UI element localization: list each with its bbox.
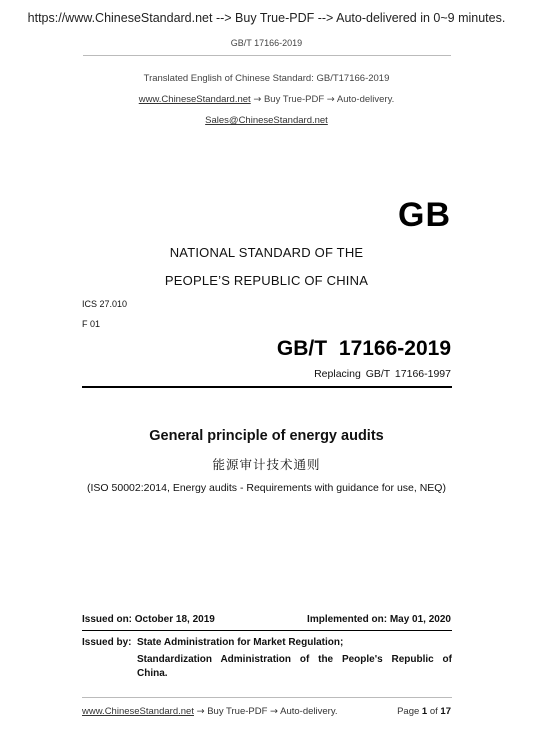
header-divider [83,55,451,56]
header-standard-code: GB/T 17166-2019 [230,38,303,48]
issue-divider [82,630,452,631]
replacing-standard: Replacing GB/T 17166-1997 [314,368,451,380]
issuer-sac-continued: China. [137,668,168,679]
issuer-samr: State Administration for Market Regulation; [137,637,344,648]
title-divider [82,386,452,388]
translation-links [0,94,533,105]
ics-code: ICS 27.010 [82,299,128,309]
arrow-right-icon: → [270,706,279,717]
arrow-right-icon: → [196,706,205,717]
footer-chinesestandard-link[interactable]: www.ChineseStandard.net [82,706,194,717]
footer-divider [82,697,452,698]
standard-number: GB/T 17166-2019 [276,337,451,360]
arrow-right-icon: → [326,94,335,105]
page-indicator [397,706,451,717]
iso-reference: (ISO 50002:2014, Energy audits - Requirements with guidance for use, NEQ) [87,482,446,494]
page-of-label: of [429,706,438,717]
chinesestandard-link[interactable]: www.ChineseStandard.net [138,94,251,105]
top-banner[interactable]: https://www.ChineseStandard.net --> Buy True-PDF --> Auto-delivered in 0~9 minutes. [27,11,506,25]
footer-links [82,706,338,717]
translation-note: Translated English of Chinese Standard: GB/T17166-2019 [143,73,390,84]
issuer-sac: Standardization Administration of the People's Republic of [137,654,452,665]
document-title-english: General principle of energy audits [149,428,384,444]
footer-buy-text: Buy True-PDF [207,706,268,717]
sales-email-row [0,115,533,126]
page-number: 1 [421,706,428,717]
issued-on-date: Issued on: October 18, 2019 [82,614,215,625]
issued-by-label: Issued by: [82,637,132,648]
arrow-right-icon: → [253,94,262,105]
sales-email-link[interactable]: Sales@ChineseStandard.net [205,115,328,126]
page-label: Page [397,706,420,717]
national-standard-line2: PEOPLE’S REPUBLIC OF CHINA [164,273,369,288]
footer-delivery-text: Auto-delivery. [280,706,338,717]
national-standard-line1: NATIONAL STANDARD OF THE [169,245,364,260]
ccs-code: F 01 [82,319,101,329]
buy-true-pdf-text: Buy True-PDF [263,94,325,105]
page-total: 17 [440,706,451,717]
implemented-on-date: Implemented on: May 01, 2020 [307,614,451,625]
document-title-chinese: 能源审计技术通则 [212,457,321,472]
auto-delivery-text: Auto-delivery. [336,94,395,105]
gb-logo: GB [398,196,451,234]
